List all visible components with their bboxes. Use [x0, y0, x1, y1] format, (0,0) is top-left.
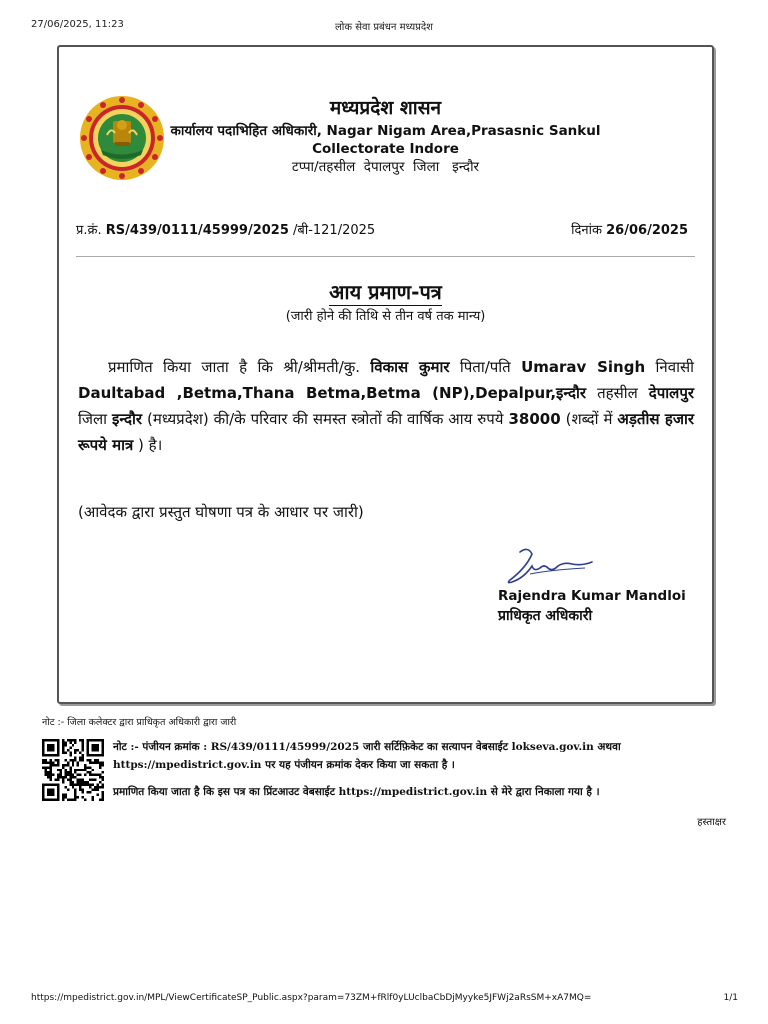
office-line-3: टप्पा/तहसील देपालपुर जिला इन्दौर	[291, 159, 480, 175]
district: इन्दौर	[112, 410, 143, 428]
date-value: 26/06/2025	[606, 223, 688, 238]
issued-note: नोट :- जिला कलेक्टर द्वारा प्राधिकृत अधिकारी द्वारा जारी	[42, 717, 237, 728]
income-in-words: अड़तीस हजार रूपये मात्र	[78, 410, 694, 454]
certificate-body: प्रमाणित किया जाता है कि श्री/श्रीमती/कु. विकास कुमार पिता/पति Umarav Singh निवासी Daultabad ,Betma,Thana Betma,Betma (NP),Depalpur,इन्दौर तहसील देपालपुर जिला इन्दौर (मध्यप्रदेश) की/के परिवार की समस्त स्त्रोतों की वार्षिक आय रुपये 38000 (शब्दों में अड़तीस हजार रूपये मात्र ) है।	[78, 358, 694, 454]
issue-date-line	[571, 220, 688, 238]
verification-qr-code	[42, 739, 104, 801]
print-datetime: 27/06/2025, 11:23	[31, 19, 124, 30]
officer-signature-image	[500, 544, 595, 586]
verification-note	[113, 740, 723, 772]
office-address-block	[57, 122, 714, 176]
print-page-title: लोक सेवा प्रबंधन मध्यप्रदेश	[335, 22, 433, 33]
ref-prefix: प्र.क्रं.	[76, 223, 102, 238]
date-label: दिनांक	[571, 223, 602, 238]
officer-designation: प्राधिकृत अधिकारी	[498, 608, 593, 624]
government-title: मध्यप्रदेश शासन	[329, 97, 442, 119]
print-url: https://mpedistrict.gov.in/MPL/ViewCertificateSP_Public.aspx?param=73ZM+fRlf0yLUclbaCbDjMyyke5JFWj2aRsSM+xA7MQ=	[31, 993, 592, 1003]
declaration-note: (आवेदक द्वारा प्रस्तुत घोषणा पत्र के आधार पर जारी)	[78, 503, 364, 521]
annual-income: 38000	[508, 410, 561, 428]
holder-name: विकास कुमार	[370, 358, 450, 376]
verification-note-line-2: https://mpedistrict.gov.in पर यह पंजीयन क्रमांक देकर किया जा सकता है ।	[113, 759, 455, 771]
validity-note: (जारी होने की तिथि से तीन वर्ष तक मान्य)	[285, 309, 486, 324]
ref-number: RS/439/0111/45999/2025	[105, 223, 289, 238]
signature-label: हस्ताक्षर	[697, 817, 726, 828]
ref-suffix: /बी-121/2025	[293, 223, 376, 238]
tehsil: देपालपुर	[648, 384, 694, 402]
certificate-title: आय प्रमाण-पत्र	[329, 280, 442, 304]
holder-address: Daultabad ,Betma,Thana Betma,Betma (NP),Depalpur,इन्दौर	[78, 384, 587, 402]
print-page-count: 1/1	[723, 993, 738, 1003]
verification-note-line-1: नोट :- पंजीयन क्रमांक : RS/439/0111/45999/2025 जारी सर्टिफ़िकेट का सत्यापन वेबसाईट lokseva.gov.in अथवा	[113, 741, 621, 753]
printout-note: प्रमाणित किया जाता है कि इस पत्र का प्रिंटआउट वेबसाईट https://mpedistrict.gov.in से मेरे द्वारा निकाला गया है ।	[113, 786, 600, 798]
officer-name: Rajendra Kumar Mandloi	[498, 588, 686, 604]
father-name: Umarav Singh	[521, 358, 646, 376]
header-divider	[76, 256, 695, 257]
office-line-1: कार्यालय पदाभिहित अधिकारी, Nagar Nigam Area,Prasasnic Sankul	[170, 123, 601, 139]
reference-number-line	[76, 220, 375, 238]
office-line-2: Collectorate Indore	[312, 141, 459, 157]
